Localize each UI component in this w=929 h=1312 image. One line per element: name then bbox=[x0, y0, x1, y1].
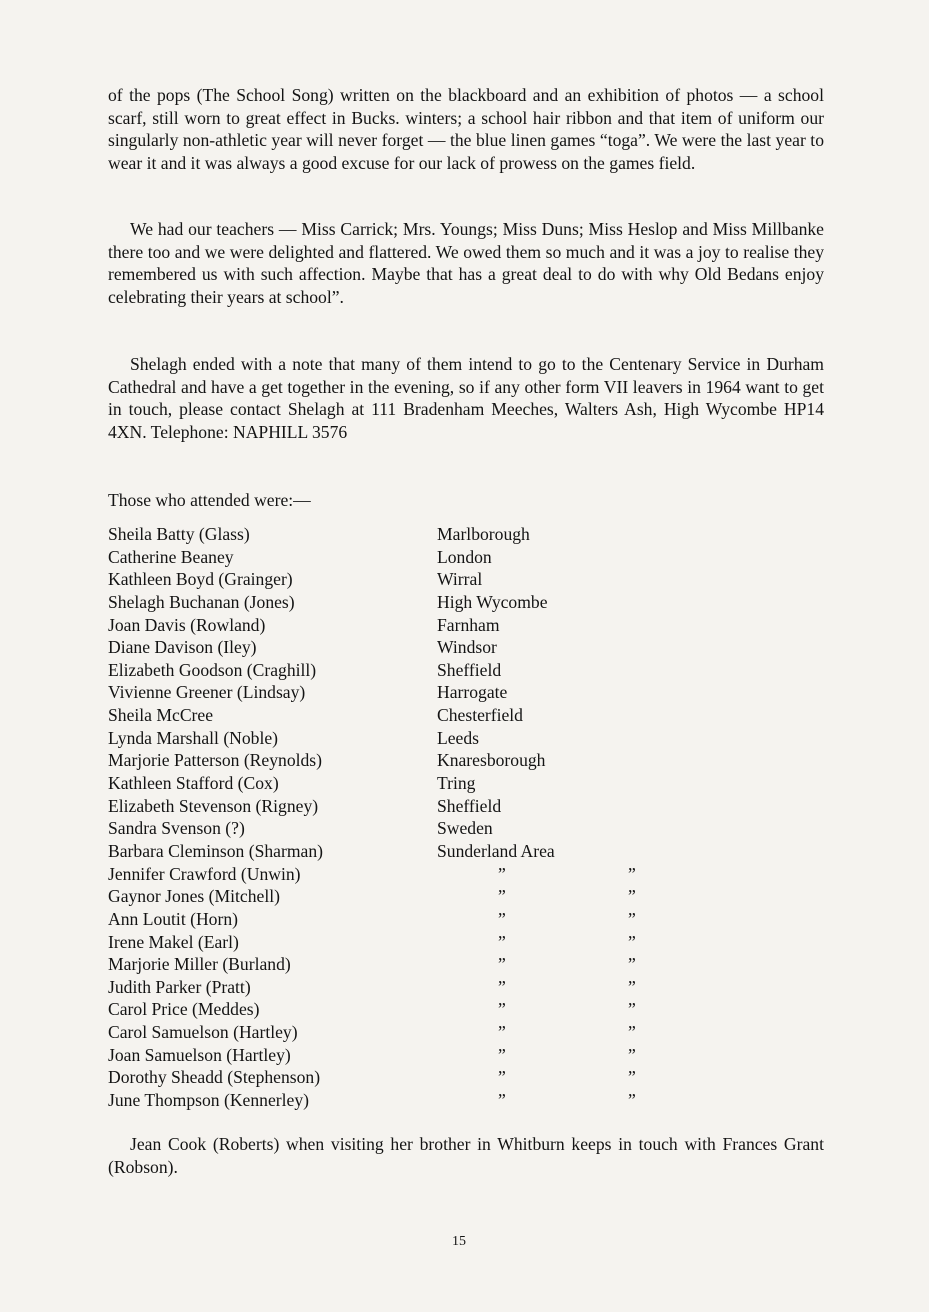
attendee-name: Sandra Svenson (?) bbox=[108, 818, 245, 839]
attendee-place-ditto: ” bbox=[628, 886, 636, 907]
attendee-row bbox=[108, 908, 668, 931]
attendee-name: Shelagh Buchanan (Jones) bbox=[108, 591, 295, 612]
attendee-row bbox=[108, 840, 668, 863]
attendee-row bbox=[108, 546, 668, 569]
paragraph-teachers: We had our teachers — Miss Carrick; Mrs. Youngs; Miss Duns; Miss Heslop and Miss Millbanke there too and we were delighted and flattered. We owed them so much and it was a joy to realise they remembered us with such affection. Maybe that has a great deal to do with why Old Bedans enjoy celebrating their years at school”. bbox=[108, 219, 824, 307]
attendee-place-ditto: ” bbox=[628, 976, 636, 997]
attendee-place: High Wycombe bbox=[437, 591, 548, 612]
attendee-row bbox=[108, 885, 668, 908]
attendee-row bbox=[108, 998, 668, 1021]
attendee-place: Wirral bbox=[437, 569, 483, 590]
attendee-name: Joan Davis (Rowland) bbox=[108, 614, 266, 635]
attendee-place: ” bbox=[498, 999, 506, 1020]
attendee-row bbox=[108, 931, 668, 954]
attendee-row bbox=[108, 568, 668, 591]
attendee-place: Marlborough bbox=[437, 524, 530, 544]
attendee-row bbox=[108, 1021, 668, 1044]
attendee-name: Irene Makel (Earl) bbox=[108, 931, 239, 952]
attendee-place-ditto: ” bbox=[628, 1090, 636, 1111]
attendee-place-ditto: ” bbox=[628, 1067, 636, 1088]
attendee-name: Kathleen Boyd (Grainger) bbox=[108, 569, 293, 590]
attendee-row bbox=[108, 953, 668, 976]
attendee-name: Ann Loutit (Horn) bbox=[108, 908, 238, 929]
attendee-place-ditto: ” bbox=[628, 954, 636, 975]
attendee-name: Joan Samuelson (Hartley) bbox=[108, 1044, 291, 1065]
attendee-name: Catherine Beaney bbox=[108, 546, 234, 567]
attendee-place: Sheffield bbox=[437, 659, 502, 680]
attendee-row bbox=[108, 636, 668, 659]
attendee-place: Windsor bbox=[437, 637, 497, 658]
attendee-place-ditto: ” bbox=[628, 908, 636, 929]
attendee-name: Lynda Marshall (Noble) bbox=[108, 727, 279, 748]
paragraph-school-song: of the pops (The School Song) written on the blackboard and an exhibition of photos — a school scarf, still worn to great effect in Bucks. winters; a school hair ribbon and that item of uniform our singularly non-athletic year will never forget — the blue linen games “toga”. We were the last year to wear it and it was always a good excuse for our lack of prowess on the games field. bbox=[108, 85, 824, 173]
attendee-place: Sheffield bbox=[437, 795, 502, 816]
attendee-name: Vivienne Greener (Lindsay) bbox=[108, 682, 306, 703]
attendee-place: ” bbox=[498, 931, 506, 952]
attendee-name: Carol Price (Meddes) bbox=[108, 999, 260, 1020]
attendee-row bbox=[108, 772, 668, 795]
attendee-row bbox=[108, 1066, 668, 1089]
attendee-place: ” bbox=[498, 954, 506, 975]
attendee-row bbox=[108, 976, 668, 999]
attendee-place-ditto: ” bbox=[628, 1044, 636, 1065]
attendee-place: Knaresborough bbox=[437, 750, 546, 771]
attendee-place: ” bbox=[498, 908, 506, 929]
attendee-place: Leeds bbox=[437, 727, 480, 748]
attendee-name: Diane Davison (Iley) bbox=[108, 637, 257, 658]
paragraph-jean-cook: Jean Cook (Roberts) when visiting her brother in Whitburn keeps in touch with Frances Grant (Robson). bbox=[108, 1134, 824, 1177]
attendee-row bbox=[108, 1089, 668, 1112]
attendee-name: Jennifer Crawford (Unwin) bbox=[108, 863, 301, 884]
attendee-place: Sweden bbox=[437, 818, 493, 839]
attendee-row bbox=[108, 727, 668, 750]
attendee-row bbox=[108, 1044, 668, 1067]
attendee-place: Harrogate bbox=[437, 682, 508, 703]
paragraph-centenary: Shelagh ended with a note that many of them intend to go to the Centenary Service in Durham Cathedral and have a get together in the evening, so if any other form VII leavers in 1964 want to get in touch, please contact Shelagh at 111 Bradenham Meeches, Walters Ash, High Wycombe HP14 4XN. Telephone: NAPHILL 3576 bbox=[108, 354, 824, 442]
attendee-row bbox=[108, 614, 668, 637]
attendee-name: Judith Parker (Pratt) bbox=[108, 976, 251, 997]
attendee-row bbox=[108, 659, 668, 682]
attendee-name: Marjorie Patterson (Reynolds) bbox=[108, 750, 323, 771]
attendee-place-ditto: ” bbox=[628, 999, 636, 1020]
attendee-name: Kathleen Stafford (Cox) bbox=[108, 773, 279, 794]
attendee-place: London bbox=[437, 546, 492, 567]
attendee-place-ditto: ” bbox=[628, 931, 636, 952]
attendee-name: Carol Samuelson (Hartley) bbox=[108, 1022, 298, 1043]
attendee-place: ” bbox=[498, 863, 506, 884]
attendee-name: June Thompson (Kennerley) bbox=[108, 1090, 309, 1111]
attendee-place: ” bbox=[498, 976, 506, 997]
attendees-intro: Those who attended were:— bbox=[108, 490, 311, 510]
attendee-place: ” bbox=[498, 1044, 506, 1065]
attendee-place: ” bbox=[498, 1090, 506, 1111]
attendee-place: Chesterfield bbox=[437, 705, 523, 726]
attendee-place: ” bbox=[498, 1022, 506, 1043]
attendee-name: Marjorie Miller (Burland) bbox=[108, 954, 291, 975]
attendee-place-ditto: ” bbox=[628, 863, 636, 884]
attendee-name: Elizabeth Stevenson (Rigney) bbox=[108, 795, 319, 816]
attendee-row bbox=[108, 591, 668, 614]
attendee-list bbox=[108, 523, 668, 1112]
attendee-name: Sheila McCree bbox=[108, 705, 214, 726]
attendee-row bbox=[108, 749, 668, 772]
attendee-place: Tring bbox=[437, 773, 476, 794]
page-number: 15 bbox=[452, 1234, 466, 1249]
attendee-row bbox=[108, 681, 668, 704]
attendee-row bbox=[108, 817, 668, 840]
attendee-place: Farnham bbox=[437, 614, 500, 635]
attendee-name: Sheila Batty (Glass) bbox=[108, 524, 250, 544]
attendee-row bbox=[108, 704, 668, 727]
attendee-name: Elizabeth Goodson (Craghill) bbox=[108, 659, 317, 680]
attendee-place-ditto: ” bbox=[628, 1022, 636, 1043]
attendee-row bbox=[108, 863, 668, 886]
attendee-place: ” bbox=[498, 1067, 506, 1088]
attendee-name: Gaynor Jones (Mitchell) bbox=[108, 886, 280, 907]
attendee-place: ” bbox=[498, 886, 506, 907]
attendee-place: Sunderland Area bbox=[437, 840, 555, 861]
attendee-row bbox=[108, 795, 668, 818]
attendee-name: Barbara Cleminson (Sharman) bbox=[108, 840, 323, 861]
attendee-row bbox=[108, 523, 668, 546]
attendee-name: Dorothy Sheadd (Stephenson) bbox=[108, 1067, 321, 1088]
